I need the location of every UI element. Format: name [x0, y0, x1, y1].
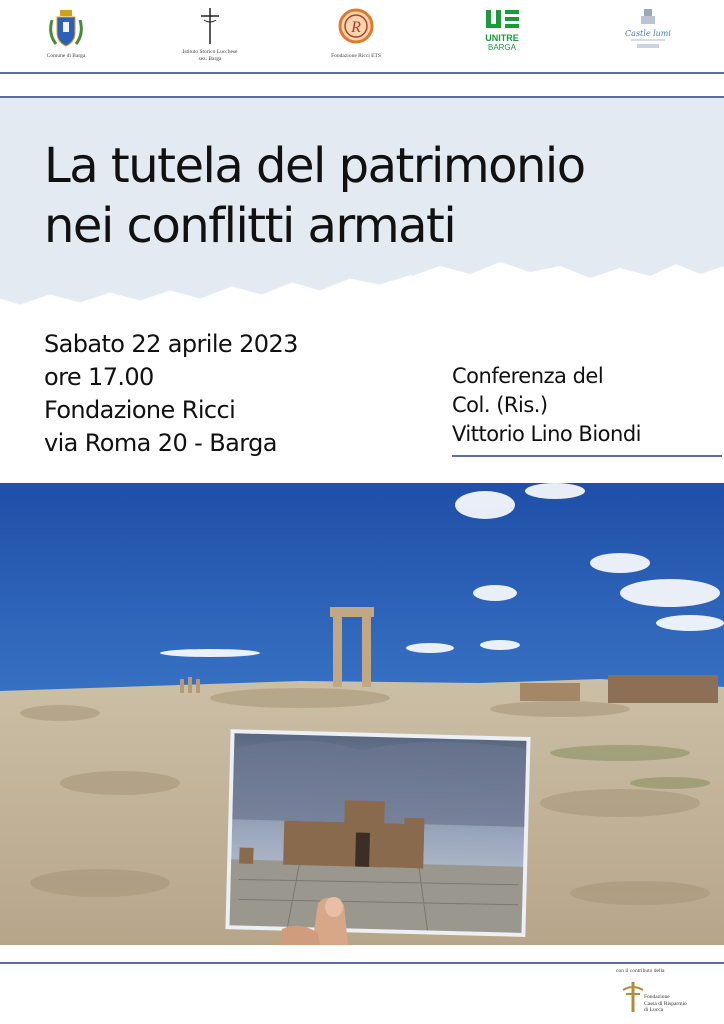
- sponsor-caption: con il contributo della: [616, 968, 665, 974]
- logo-castle: [588, 6, 708, 54]
- event-details: [44, 328, 298, 460]
- sponsor-name: Fondazione Cassa di Risparmio di Lucca: [644, 994, 687, 1013]
- event-address: via Roma 20 - Barga: [44, 429, 277, 457]
- castle-wordmark: Castle lumi: [625, 29, 671, 38]
- logo-caption: Istituto Storico Lucchese sez. Barga: [182, 49, 238, 62]
- top-rule: [0, 72, 724, 74]
- logo-comune-barga: [6, 6, 126, 60]
- sponsor-block: [616, 968, 716, 1013]
- svg-text:R: R: [351, 19, 361, 36]
- speaker-underline: [452, 455, 722, 457]
- unitre-wordmark: UNITRE: [485, 33, 519, 43]
- event-date: Sabato 22 aprile 2023: [44, 330, 298, 358]
- cross-logo-icon: [620, 980, 646, 1014]
- logo-istituto-storico: [150, 6, 270, 63]
- logo-caption: Comune di Barga: [46, 53, 86, 59]
- logo-bar: [0, 0, 724, 72]
- logo-caption: Fondazione Ricci ETS: [331, 53, 381, 59]
- logo-fondazione-ricci: [296, 6, 416, 60]
- speaker-intro: Conferenza del: [452, 364, 604, 388]
- cross-icon: [195, 6, 225, 46]
- speaker-rank: Col. (Ris.): [452, 393, 548, 417]
- event-venue: Fondazione Ricci: [44, 396, 236, 424]
- coat-of-arms-icon: [46, 6, 86, 50]
- unitre-logo-icon: [480, 6, 524, 54]
- castle-logo-icon: [623, 6, 673, 54]
- logo-unitre: [442, 6, 562, 54]
- speaker-block: [452, 362, 722, 457]
- speaker-name: Vittorio Lino Biondi: [452, 422, 641, 446]
- held-photograph: [225, 729, 530, 937]
- monogram-seal-icon: [336, 6, 376, 50]
- bottom-rule: [0, 962, 724, 964]
- event-title: La tutela del patrimonio nei conflitti armati: [44, 138, 585, 254]
- palmyra-photo: [0, 483, 724, 945]
- event-time: ore 17.00: [44, 363, 154, 391]
- unitre-subtitle: BARGA: [487, 43, 517, 52]
